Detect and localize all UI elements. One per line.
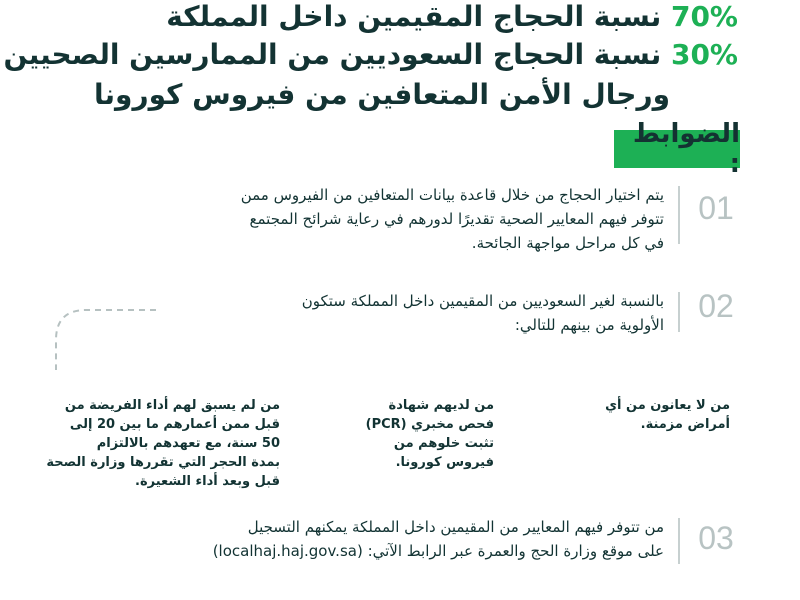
item-03-line-2: على موقع وزارة الحج والعمرة عبر الرابط الآتي: (localhaj.haj.gov.sa) [212, 542, 664, 560]
criteria-pcr [324, 396, 494, 472]
criteria-1-line-1: من لا يعانون من أي [605, 398, 730, 413]
criteria-3-line-1: من لم يسبق لهم أداء الفريضة من [64, 398, 280, 413]
criteria-3-line-4: بمدة الحجر التي تقررها وزارة الصحة [46, 455, 280, 470]
item-number-03: 03 [698, 520, 734, 556]
criteria-2-line-2: فحص مخبري (PCR) [365, 417, 494, 432]
criteria-1-line-2: أمراض مزمنة. [640, 417, 730, 432]
item-01-line-1: يتم اختيار الحجاج من خلال قاعدة بيانات المتعافين من الفيروس ممن [240, 186, 664, 204]
criteria-3-line-5: قبل وبعد أداء الشعيرة. [135, 474, 280, 489]
criteria-3-line-2: قبل ممن أعمارهم ما بين 20 إلى [69, 417, 280, 432]
criteria-no-chronic [570, 396, 730, 434]
headline-2-text: نسبة الحجاج السعوديين من الممارسين الصحيين [3, 38, 662, 71]
item-divider-01 [678, 186, 680, 244]
section-title: الضوابط : [614, 130, 740, 168]
item-01-line-3: في كل مراحل مواجهة الجائحة. [471, 234, 664, 252]
headline-1-text: نسبة الحجاج المقيمين داخل المملكة [166, 0, 662, 33]
pct-30: 30% [670, 38, 738, 71]
item-02-line-1: بالنسبة لغير السعوديين من المقيمين داخل المملكة ستكون [301, 292, 664, 310]
item-number-02: 02 [698, 288, 734, 324]
item-divider-03 [678, 518, 680, 564]
item-02-line-2: الأولوية من بينهم للتالي: [514, 316, 664, 334]
item-01-line-2: تتوفر فيهم المعايير الصحية تقديرًا لدورهم في رعاية شرائح المجتمع [249, 210, 664, 228]
item-number-01: 01 [698, 190, 734, 226]
item-divider-02 [678, 292, 680, 332]
criteria-first-hajj [30, 396, 280, 491]
criteria-2-line-4: فيروس كورونا. [395, 455, 494, 470]
criteria-3-line-3: 50 سنة، مع تعهدهم بالالتزام [96, 436, 280, 451]
headline-line-2 [4, 38, 739, 72]
criteria-2-line-3: تثبت خلوهم من [393, 436, 494, 451]
pct-70: 70% [670, 0, 738, 33]
criteria-2-line-1: من لديهم شهادة [388, 398, 494, 413]
dashed-connector [46, 300, 166, 380]
item-03-line-1: من تتوفر فيهم المعايير من المقيمين داخل المملكة يمكنهم التسجيل [247, 518, 664, 536]
headline-line-1 [166, 0, 738, 34]
headline-line-3: ورجال الأمن المتعافين من فيروس كورونا [94, 78, 670, 111]
